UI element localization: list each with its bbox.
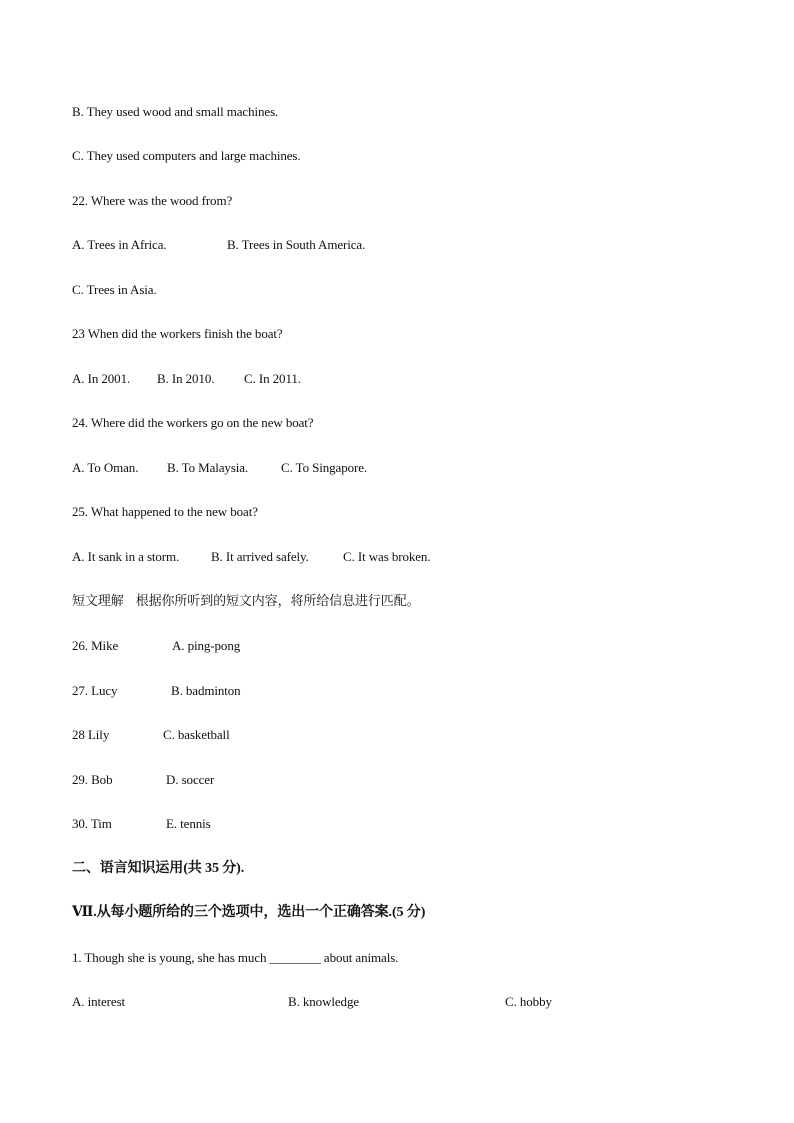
matching-option: E. tennis [166,816,211,831]
q22-option-a: A. Trees in Africa. [72,237,167,252]
q25-option-a: A. It sank in a storm. [72,549,180,564]
matching-name: 28 Lily [72,727,110,742]
q25-option-c: C. It was broken. [343,549,431,564]
matching-option: C. basketball [163,727,230,742]
q23-option-a: A. In 2001. [72,371,131,386]
q1-question: 1. Though she is young, she has much ________ about animals. [72,950,399,965]
section-subheading: Ⅶ.从每小题所给的三个选项中，选出一个正确答案.(5 分) [72,905,426,920]
q22-option-c: C. Trees in Asia. [72,282,157,297]
matching-name: 29. Bob [72,772,113,787]
matching-name: 27. Lucy [72,683,118,698]
q24-option-c: C. To Singapore. [281,460,368,475]
q21-option-c: C. They used computers and large machines. [72,148,301,163]
q23-option-b: B. In 2010. [157,371,215,386]
q24-question: 24. Where did the workers go on the new boat? [72,415,314,430]
matching-option: B. badminton [171,683,241,698]
matching-option: D. soccer [166,772,215,787]
q25-question: 25. What happened to the new boat? [72,504,258,519]
q1-option-b: B. knowledge [288,994,360,1009]
matching-name: 30. Tim [72,816,112,831]
matching-instruction: 短文理解 根据你所听到的短文内容，将所给信息进行匹配。 [72,594,420,609]
q24-option-b: B. To Malaysia. [167,460,249,475]
q25-option-b: B. It arrived safely. [211,549,309,564]
q1-option-a: A. interest [72,994,126,1009]
q23-option-c: C. In 2011. [244,371,301,386]
q21-option-b: B. They used wood and small machines. [72,104,279,119]
matching-option: A. ping-pong [172,638,241,653]
q23-question: 23 When did the workers finish the boat? [72,326,283,341]
section-heading: 二、语言知识运用(共 35 分). [72,861,245,876]
q24-option-a: A. To Oman. [72,460,139,475]
matching-name: 26. Mike [72,638,119,653]
q22-question: 22. Where was the wood from? [72,193,233,208]
q1-option-c: C. hobby [505,994,552,1009]
q22-option-b: B. Trees in South America. [227,237,366,252]
